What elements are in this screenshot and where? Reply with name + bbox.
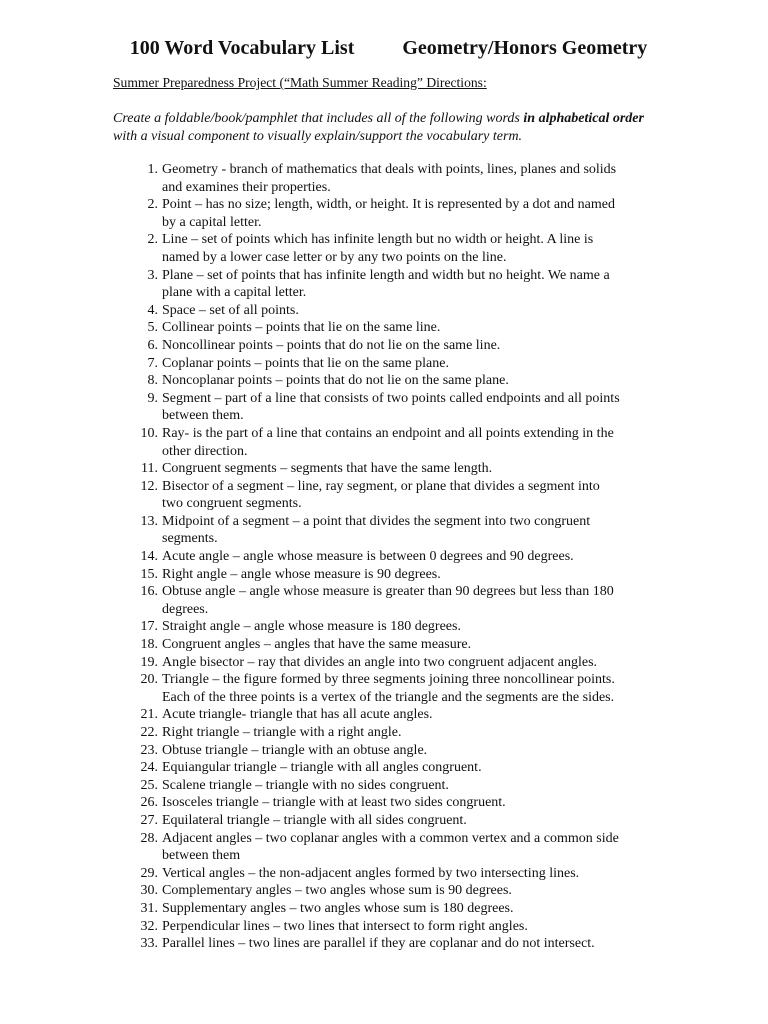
item-number: 18. [140, 637, 158, 653]
item-definition [162, 618, 658, 636]
item-definition-line: Isosceles triangle – triangle with at least two sides congruent. [162, 795, 506, 811]
item-definition-line: Scalene triangle – triangle with no sides congruent. [162, 777, 449, 793]
list-item [113, 319, 658, 337]
item-definition-continuation: Each of the three points is a vertex of the triangle and the segments are the sides. [162, 689, 615, 705]
item-definition-line: Vertical angles – the non-adjacent angles formed by two intersecting lines. [162, 865, 580, 881]
item-definition [162, 337, 658, 355]
item-definition-continuation: between them [162, 848, 241, 864]
item-definition [162, 267, 658, 302]
item-number: 11. [141, 461, 158, 477]
list-item [113, 935, 658, 953]
item-number: 6. [147, 337, 158, 353]
directions-post: with a visual component to visually explain/support the vocabulary term. [113, 129, 523, 144]
item-definition [162, 513, 658, 548]
item-number: 9. [147, 390, 158, 406]
item-definition-line: Noncoplanar points – points that do not lie on the same plane. [162, 373, 509, 389]
list-item [113, 654, 658, 672]
item-definition [162, 724, 658, 742]
item-definition-line: Noncollinear points – points that do not lie on the same line. [162, 337, 501, 353]
item-definition [162, 654, 658, 672]
item-number: 4. [147, 302, 158, 318]
item-number: 15. [140, 566, 158, 582]
list-item [113, 777, 658, 795]
item-definition [162, 882, 658, 900]
item-definition [162, 566, 658, 584]
item-definition [162, 196, 658, 231]
list-item [113, 566, 658, 584]
list-item [113, 918, 658, 936]
item-number: 7. [147, 355, 158, 371]
item-definition-line: Right angle – angle whose measure is 90 degrees. [162, 566, 441, 582]
item-definition-line: Plane – set of points that has infinite length and width but no height. We name a [162, 267, 610, 283]
directions-paragraph [113, 110, 658, 146]
item-definition-line: Midpoint of a segment – a point that divides the segment into two congruent [162, 513, 591, 529]
item-definition [162, 583, 658, 618]
item-number: 10. [140, 425, 158, 441]
item-definition-line: Collinear points – points that lie on the same line. [162, 320, 441, 336]
item-definition-line: Straight angle – angle whose measure is 180 degrees. [162, 619, 461, 635]
list-item [113, 812, 658, 830]
title-left: 100 Word Vocabulary List [129, 37, 355, 59]
item-number: 1. [147, 162, 158, 177]
item-number: 27. [140, 812, 158, 828]
item-definition-line: Obtuse triangle – triangle with an obtuse angle. [162, 742, 428, 758]
list-item [113, 460, 658, 478]
item-number: 17. [140, 619, 158, 635]
item-definition [162, 548, 658, 566]
directions-pre: Create a foldable/book/pamphlet that includes all of the following words [113, 111, 524, 126]
list-item [113, 390, 658, 425]
item-number: 33. [140, 936, 158, 952]
item-definition-continuation: by a capital letter. [162, 214, 262, 230]
item-number: 30. [140, 883, 158, 899]
list-item [113, 372, 658, 390]
list-item [113, 337, 658, 355]
list-item [113, 267, 658, 302]
item-definition-line: Geometry - branch of mathematics that deals with points, lines, planes and solids [162, 162, 617, 177]
item-definition-line: Perpendicular lines – two lines that intersect to form right angles. [162, 918, 528, 934]
item-definition-continuation: plane with a capital letter. [162, 285, 307, 301]
item-definition-continuation: named by a lower case letter or by any two points on the line. [162, 249, 507, 265]
item-number: 28. [140, 830, 158, 846]
item-definition [162, 671, 658, 706]
item-definition-line: Obtuse angle – angle whose measure is greater than 90 degrees but less than 180 [162, 584, 614, 600]
item-definition [162, 460, 658, 478]
list-item [113, 742, 658, 760]
item-definition-continuation: and examines their properties. [162, 179, 331, 195]
item-definition-continuation: two congruent segments. [162, 496, 302, 512]
item-definition [162, 812, 658, 830]
item-number: 26. [140, 795, 158, 811]
item-definition-line: Equiangular triangle – triangle with all angles congruent. [162, 760, 482, 776]
item-definition [162, 759, 658, 777]
list-item [113, 830, 658, 865]
item-definition [162, 794, 658, 812]
directions-bold: in alphabetical order [523, 111, 644, 126]
item-definition-line: Line – set of points which has infinite length but no width or height. A line is [162, 232, 594, 248]
item-definition [162, 319, 658, 337]
item-definition-line: Ray- is the part of a line that contains an endpoint and all points extending in the [162, 425, 614, 441]
item-definition-line: Coplanar points – points that lie on the same plane. [162, 355, 449, 371]
item-definition-continuation: degrees. [162, 601, 209, 617]
item-definition-line: Right triangle – triangle with a right angle. [162, 725, 402, 740]
item-definition [162, 742, 658, 760]
list-item [113, 513, 658, 548]
item-definition [162, 390, 658, 425]
item-definition-line: Complementary angles – two angles whose sum is 90 degrees. [162, 883, 512, 899]
item-definition [162, 478, 658, 513]
item-number: 3. [147, 267, 158, 283]
item-number: 13. [140, 513, 158, 529]
item-definition-line: Adjacent angles – two coplanar angles with a common vertex and a common side [162, 830, 619, 846]
title-right: Geometry/Honors Geometry [402, 37, 648, 59]
item-number: 12. [140, 478, 158, 494]
item-definition-continuation: between them. [162, 408, 244, 424]
item-definition [162, 355, 658, 373]
item-number: 22. [140, 725, 158, 740]
list-item [113, 724, 658, 742]
item-definition [162, 830, 658, 865]
item-definition-line: Supplementary angles – two angles whose sum is 180 degrees. [162, 900, 514, 916]
item-definition-line: Point – has no size; length, width, or height. It is represented by a dot and named [162, 197, 615, 213]
list-item [113, 618, 658, 636]
item-definition-line: Parallel lines – two lines are parallel if they are coplanar and do not intersect. [162, 936, 595, 952]
item-definition-line: Bisector of a segment – line, ray segment, or plane that divides a segment into [162, 478, 600, 494]
item-number: 16. [140, 584, 158, 600]
item-number: 31. [140, 900, 158, 916]
item-definition-line: Congruent angles – angles that have the same measure. [162, 637, 472, 653]
item-definition-line: Segment – part of a line that consists of two points called endpoints and all points [162, 390, 620, 406]
list-item [113, 865, 658, 883]
item-definition-line: Equilateral triangle – triangle with all sides congruent. [162, 812, 467, 828]
list-item [113, 355, 658, 373]
item-number: 5. [147, 320, 158, 336]
list-item [113, 478, 658, 513]
list-item [113, 759, 658, 777]
item-number: 25. [140, 777, 158, 793]
item-definition-line: Triangle – the figure formed by three segments joining three noncollinear points. [162, 672, 615, 688]
section-subtitle: Summer Preparedness Project (“Math Summer Reading” Directions: [113, 75, 487, 90]
item-definition [162, 918, 658, 936]
list-item [113, 302, 658, 320]
list-item [113, 425, 658, 460]
item-definition [162, 865, 658, 883]
item-definition [162, 900, 658, 918]
item-definition [162, 425, 658, 460]
item-definition [162, 777, 658, 795]
item-definition [162, 302, 658, 320]
item-number: 8. [147, 373, 158, 389]
item-definition-line: Acute triangle- triangle that has all acute angles. [162, 707, 433, 723]
item-number: 21. [140, 707, 158, 723]
list-item [113, 882, 658, 900]
list-item [113, 794, 658, 812]
item-number: 20. [140, 672, 158, 688]
vocabulary-list [113, 161, 658, 953]
item-number: 14. [140, 549, 158, 565]
list-item [113, 900, 658, 918]
item-definition-continuation: segments. [162, 531, 218, 547]
item-definition [162, 231, 658, 266]
item-definition [162, 372, 658, 390]
page-title [113, 36, 658, 60]
list-item [113, 548, 658, 566]
list-item [113, 231, 658, 266]
item-number: 29. [140, 865, 158, 881]
item-definition [162, 636, 658, 654]
item-definition-line: Angle bisector – ray that divides an angle into two congruent adjacent angles. [162, 654, 598, 670]
list-item [113, 636, 658, 654]
item-definition-continuation: other direction. [162, 443, 248, 459]
item-definition [162, 161, 658, 196]
item-number: 19. [140, 654, 158, 670]
item-definition-line: Congruent segments – segments that have the same length. [162, 461, 493, 477]
item-definition [162, 935, 658, 953]
list-item [113, 706, 658, 724]
item-number: 2. [147, 232, 158, 248]
list-item [113, 671, 658, 706]
item-number: 24. [140, 760, 158, 776]
item-number: 2. [147, 197, 158, 213]
list-item [113, 583, 658, 618]
list-item [113, 196, 658, 231]
item-number: 23. [140, 742, 158, 758]
item-definition [162, 706, 658, 724]
item-number: 32. [140, 918, 158, 934]
item-definition-line: Acute angle – angle whose measure is between 0 degrees and 90 degrees. [162, 549, 574, 565]
item-definition-line: Space – set of all points. [162, 302, 299, 318]
list-item [113, 161, 658, 196]
